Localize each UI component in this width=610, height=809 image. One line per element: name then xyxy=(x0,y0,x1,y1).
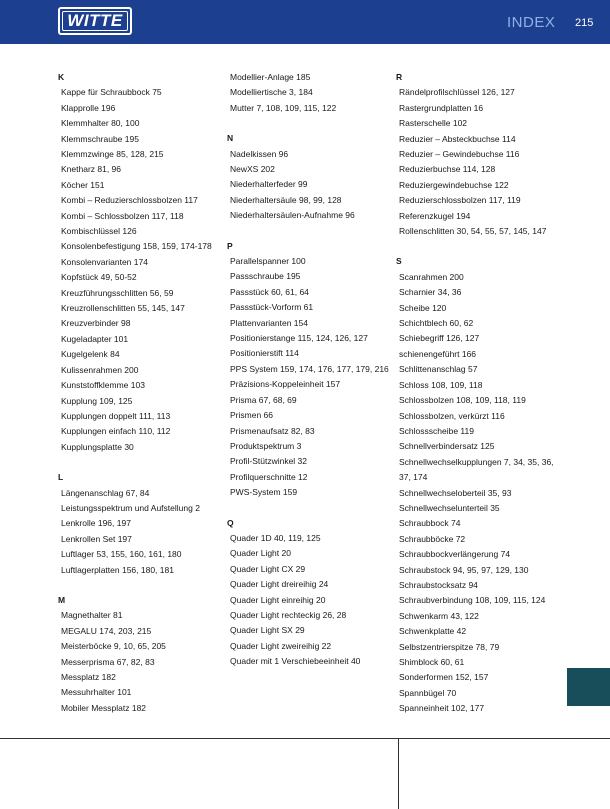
section-letter: K xyxy=(58,72,65,82)
thumb-tab xyxy=(567,668,610,706)
index-entry: Prisma 67, 68, 69 xyxy=(230,394,297,405)
index-entry: Quader mit 1 Verschiebeeinheit 40 xyxy=(230,656,361,667)
index-entry: Modelliertische 3, 184 xyxy=(230,87,313,98)
index-entry: PPS System 159, 174, 176, 177, 179, 216 xyxy=(230,363,389,374)
index-entry: Kombischlüssel 126 xyxy=(61,226,137,237)
index-entry: Kopfstück 49, 50-52 xyxy=(61,272,137,283)
index-entry: Referenzkugel 194 xyxy=(399,210,471,221)
index-entry: Schnellwechselunterteil 35 xyxy=(399,502,500,513)
index-entry: Niederhaltersäulen-Aufnahme 96 xyxy=(230,210,355,221)
index-entry: Präzisions-Koppeleinheit 157 xyxy=(230,379,341,390)
logo-text: WITTE xyxy=(67,11,123,30)
index-entry: Reduzierbuchse 114, 128 xyxy=(399,164,496,175)
section-letter: S xyxy=(396,256,402,267)
index-entry: Schlossbolzen, verkürzt 116 xyxy=(399,410,505,421)
index-entry: Positionierstange 115, 124, 126, 127 xyxy=(230,333,368,344)
logo-frame xyxy=(62,11,128,31)
index-section xyxy=(58,470,228,578)
section-letter: R xyxy=(396,72,403,82)
index-entry: Lenkrollen Set 197 xyxy=(61,533,132,544)
index-entry: Reduziergewindebuchse 122 xyxy=(399,179,509,190)
index-entry: Köcher 151 xyxy=(61,179,105,190)
index-entry: Scharnier 34, 36 xyxy=(399,287,462,298)
page-number: 215 xyxy=(575,17,594,29)
index-entry: Schnellwechseloberteil 35, 93 xyxy=(399,487,512,498)
index-entry: Quader Light dreireihig 24 xyxy=(230,579,329,590)
index-entry: Quader Light rechteckig 26, 28 xyxy=(230,609,347,620)
index-entry: Lenkrolle 196, 197 xyxy=(61,518,131,529)
index-entry: Kulissenrahmen 200 xyxy=(61,364,139,375)
index-entry: Klemmschraube 195 xyxy=(61,133,139,144)
index-entry: Rändelprofilschlüssel 126, 127 xyxy=(399,87,515,98)
footer-divider xyxy=(398,738,399,809)
index-entry: Profilquerschnitte 12 xyxy=(230,471,308,482)
section-letter: N xyxy=(227,133,234,144)
index-entry: Kunststoffklemme 103 xyxy=(61,380,145,391)
index-entry: Konsolenvarianten 174 xyxy=(61,256,148,267)
index-entry: Kappe für Schraubbock 75 xyxy=(61,87,162,98)
index-section xyxy=(227,131,397,223)
index-entry: Schraubverbindung 108, 109, 115, 124 xyxy=(399,595,546,606)
index-entry: Leistungsspektrum und Aufstellung 2 xyxy=(61,502,200,513)
index-section xyxy=(58,70,228,455)
index-entry: Rastergrundplatten 16 xyxy=(399,102,484,113)
index-section xyxy=(396,254,566,716)
index-entry: Kugelgelenk 84 xyxy=(61,349,120,360)
index-entry: Nadelkissen 96 xyxy=(230,148,289,159)
index-column-1 xyxy=(58,70,228,731)
index-entry: Klapprolle 196 xyxy=(61,102,116,113)
index-entry: Quader Light einreihig 20 xyxy=(230,594,326,605)
index-entry: Klemmhalter 80, 100 xyxy=(61,118,140,129)
index-section xyxy=(396,70,566,239)
index-entry: Schlittenanschlag 57 xyxy=(399,364,478,375)
index-entry: Magnethalter 81 xyxy=(61,610,123,621)
index-entry: Schnellverbindersatz 125 xyxy=(399,441,495,452)
index-entry: Passstück 60, 61, 64 xyxy=(230,286,309,297)
index-entry: PWS-System 159 xyxy=(230,487,298,498)
index-entry: Niederhaltersäule 98, 99, 128 xyxy=(230,194,342,205)
index-entry: Kreuzrollenschlitten 55, 145, 147 xyxy=(61,303,185,314)
index-entry: Knetharz 81, 96 xyxy=(61,164,122,175)
index-entry: Schichtblech 60, 62 xyxy=(399,318,474,329)
footer-rule xyxy=(0,738,610,739)
index-entry: Schraubbock 74 xyxy=(399,518,461,529)
index-entry: Rasterschelle 102 xyxy=(399,118,468,129)
index-entry: Messerprisma 67, 82, 83 xyxy=(61,656,155,667)
index-entry: Spannbügel 70 xyxy=(399,687,457,698)
index-entry: Passschraube 195 xyxy=(230,271,301,282)
section-letter: M xyxy=(58,594,66,605)
witte-logo xyxy=(58,7,132,35)
index-entry: Spanneinheit 102, 177 xyxy=(399,703,485,714)
index-entry: Plattenvarianten 154 xyxy=(230,317,308,328)
index-entry: Kupplungen einfach 110, 112 xyxy=(61,426,171,437)
index-entry: Luftlagerplatten 156, 180, 181 xyxy=(61,564,174,575)
index-entry: Mutter 7, 108, 109, 115, 122 xyxy=(230,102,337,113)
index-entry: Kombi – Reduzierschlossbolzen 117 xyxy=(61,195,198,206)
index-entry: Klemmzwinge 85, 128, 215 xyxy=(61,149,164,160)
index-entry: Rollenschlitten 30, 54, 55, 57, 145, 147 xyxy=(399,226,547,237)
index-entry: Messuhrhalter 101 xyxy=(61,687,132,698)
index-entry: NewXS 202 xyxy=(230,164,275,175)
index-section xyxy=(227,70,397,116)
index-entry: Passstück-Vorform 61 xyxy=(230,302,314,313)
header-bar xyxy=(0,0,610,44)
index-entry: Kreuzverbinder 98 xyxy=(61,318,131,329)
index-entry: Schiebegriff 126, 127 xyxy=(399,333,480,344)
index-entry: Scheibe 120 xyxy=(399,302,447,313)
index-entry: Positionierstift 114 xyxy=(230,348,299,359)
index-entry: Reduzierschlossbolzen 117, 119 xyxy=(399,195,521,206)
index-entry: Kombi – Schlossbolzen 117, 118 xyxy=(61,210,184,221)
index-entry: Schlossscheibe 119 xyxy=(399,425,474,436)
index-entry: Reduzier – Absteckbuchse 114 xyxy=(399,133,516,144)
section-letter: Q xyxy=(227,517,234,528)
index-entry: Luftlager 53, 155, 160, 161, 180 xyxy=(61,549,182,560)
index-entry: Meisterböcke 9, 10, 65, 205 xyxy=(61,641,166,652)
index-entry: Kupplungsplatte 30 xyxy=(61,441,134,452)
index-entry: Parallelspanner 100 xyxy=(230,256,306,267)
index-entry: Schnellwechselkupplungen 7, 34, 35, 36, 37, 174 xyxy=(399,456,554,483)
index-entry: Selbstzentrierspitze 78, 79 xyxy=(399,641,500,652)
section-letter: L xyxy=(58,472,64,483)
index-entry: Schlossbolzen 108, 109, 118, 119 xyxy=(399,395,526,406)
index-entry: Schraubstocksatz 94 xyxy=(399,579,478,590)
index-column-2 xyxy=(227,70,397,685)
index-entry: Quader Light 20 xyxy=(230,548,291,559)
index-entry: Niederhalterfeder 99 xyxy=(230,179,308,190)
index-entry: Reduzier – Gewindebuchse 116 xyxy=(399,149,520,160)
index-entry: MEGALU 174, 203, 215 xyxy=(61,625,152,636)
index-entry: Quader Light SX 29 xyxy=(230,625,305,636)
section-letter: P xyxy=(227,240,233,251)
index-entry: Kugeladapter 101 xyxy=(61,333,129,344)
index-entry: Sonderformen 152, 157 xyxy=(399,672,489,683)
index-entry: Prismen 66 xyxy=(230,410,273,421)
index-entry: Profil-Stützwinkel 32 xyxy=(230,456,308,467)
index-section xyxy=(58,593,228,716)
index-entry: Mobiler Messplatz 182 xyxy=(61,702,147,713)
index-section xyxy=(227,239,397,501)
index-entry: Produktspektrum 3 xyxy=(230,440,302,451)
index-entry: schienengeführt 166 xyxy=(399,348,477,359)
index-entry: Schwenkplatte 42 xyxy=(399,626,467,637)
index-entry: Quader Light CX 29 xyxy=(230,563,306,574)
index-entry: Kupplung 109, 125 xyxy=(61,395,133,406)
index-entry: Kupplungen doppelt 111, 113 xyxy=(61,410,171,421)
index-entry: Quader Light zweireihig 22 xyxy=(230,640,332,651)
index-entry: Messplatz 182 xyxy=(61,671,116,682)
index-column-3 xyxy=(396,70,566,732)
index-entry: Scanrahmen 200 xyxy=(399,271,464,282)
index-entry: Konsolenbefestigung 158, 159, 174-178 xyxy=(61,241,212,252)
index-entry: Schloss 108, 109, 118 xyxy=(399,379,483,390)
index-entry: Quader 1D 40, 119, 125 xyxy=(230,532,321,543)
index-entry: Schraubböcke 72 xyxy=(399,533,466,544)
index-entry: Prismenaufsatz 82, 83 xyxy=(230,425,315,436)
index-entry: Kreuzführungsschlitten 56, 59 xyxy=(61,287,174,298)
index-entry: Schwenkarm 43, 122 xyxy=(399,610,479,621)
section-title: INDEX xyxy=(507,14,556,31)
index-section xyxy=(227,516,397,670)
index-entry: Modellier-Anlage 185 xyxy=(230,72,311,82)
index-entry: Schraubstock 94, 95, 97, 129, 130 xyxy=(399,564,529,575)
index-entry: Schraubbockverlängerung 74 xyxy=(399,549,511,560)
index-entry: Shimblock 60, 61 xyxy=(399,657,465,667)
index-entry: Längenanschlag 67, 84 xyxy=(61,487,150,498)
